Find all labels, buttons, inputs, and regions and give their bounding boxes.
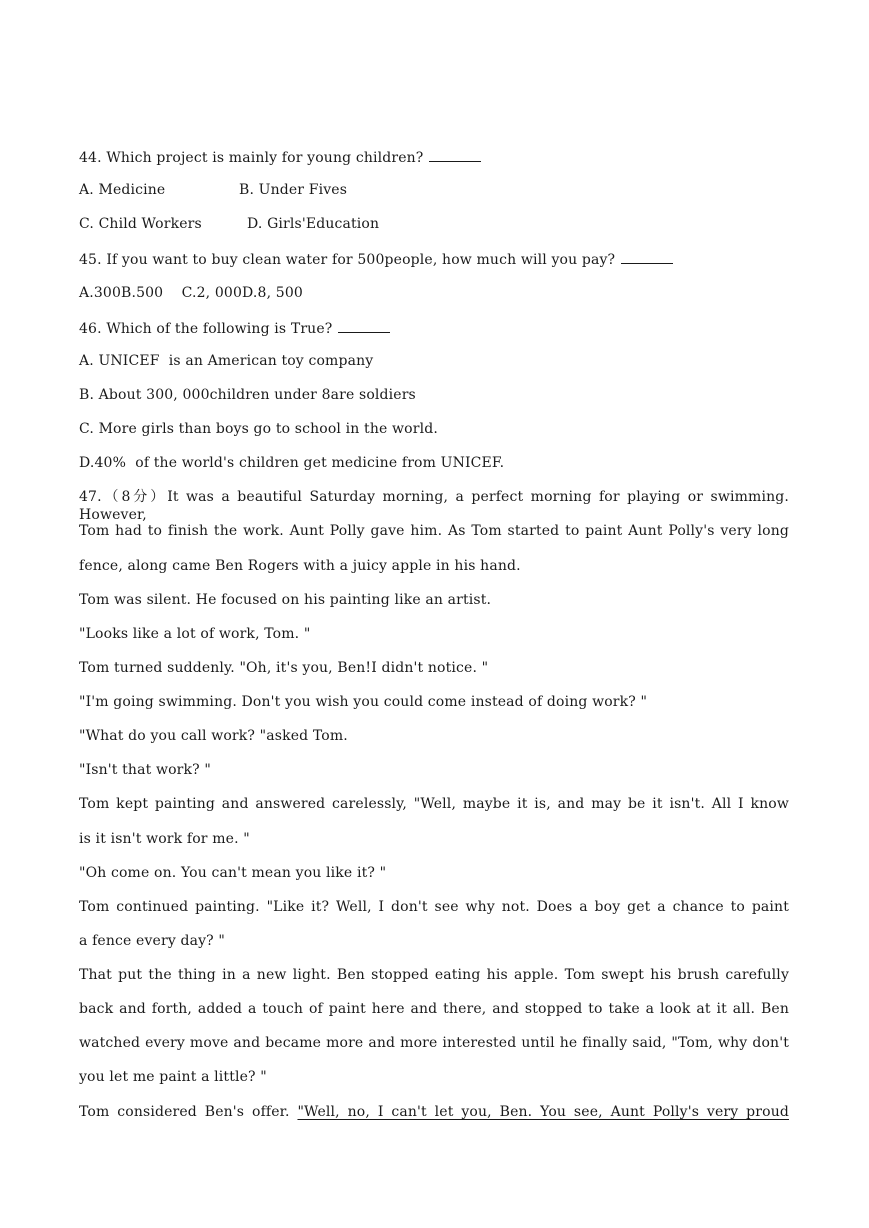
passage-line: is it isn't work for me. " [79, 831, 250, 847]
answer-blank-44[interactable] [429, 147, 481, 162]
passage-plain-text: Tom considered Ben's offer. [79, 1104, 298, 1120]
q46-option-d: D.40% of the world's children get medicine from UNICEF. [79, 455, 505, 471]
passage-line: watched every move and became more and more interested until he finally said, "Tom, why don't [79, 1035, 789, 1051]
passage-line: you let me paint a little? " [79, 1069, 267, 1085]
underlined-sentence: "Well, no, I can't let you, Ben. You see, Aunt Polly's very proud [297, 1104, 789, 1120]
passage-line-last [79, 1103, 789, 1121]
passage-line: "Oh come on. You can't mean you like it? " [79, 865, 387, 881]
q46-option-c: C. More girls than boys go to school in the world. [79, 421, 438, 437]
question-46-text: 46. Which of the following is True? [79, 321, 333, 337]
passage-line: Tom turned suddenly. "Oh, it's you, Ben!I didn't notice. " [79, 660, 489, 676]
passage-line: Tom kept painting and answered carelessly, "Well, maybe it is, and may be it isn't. All I know [79, 796, 789, 812]
passage-line: Tom was silent. He focused on his painting like an artist. [79, 592, 492, 608]
passage-line: 47.（8分）It was a beautiful Saturday morning, a perfect morning for playing or swimming. However, [79, 489, 789, 523]
passage-line: Tom had to finish the work. Aunt Polly gave him. As Tom started to paint Aunt Polly's very long [79, 523, 789, 539]
passage-line: That put the thing in a new light. Ben stopped eating his apple. Tom swept his brush carefully [79, 967, 789, 983]
passage-line: Tom continued painting. "Like it? Well, I don't see why not. Does a boy get a chance to paint [79, 899, 789, 915]
passage-line: back and forth, added a touch of paint here and there, and stopped to take a look at it all. Ben [79, 1001, 789, 1017]
passage-line: "What do you call work? "asked Tom. [79, 728, 348, 744]
passage-line: a fence every day? " [79, 933, 226, 949]
answer-blank-46[interactable] [338, 318, 390, 333]
passage-line: "Looks like a lot of work, Tom. " [79, 626, 311, 642]
q44-option-c: C. Child Workers [79, 216, 202, 232]
question-46 [79, 318, 390, 338]
q44-option-d: D. Girls'Education [247, 216, 380, 232]
passage-line: "I'm going swimming. Don't you wish you could come instead of doing work? " [79, 694, 648, 710]
answer-blank-45[interactable] [621, 249, 673, 264]
q44-option-a: A. Medicine [79, 182, 166, 198]
question-45 [79, 249, 673, 269]
question-44 [79, 147, 481, 167]
q44-option-b: B. Under Fives [239, 182, 348, 198]
q46-option-b: B. About 300, 000children under 8are soldiers [79, 387, 416, 403]
q45-options: A.300B.500 C.2, 000D.8, 500 [79, 285, 303, 301]
q46-option-a: A. UNICEF is an American toy company [79, 353, 374, 369]
passage-line: "Isn't that work? " [79, 762, 211, 778]
question-45-text: 45. If you want to buy clean water for 500people, how much will you pay? [79, 252, 616, 268]
passage-line: fence, along came Ben Rogers with a juicy apple in his hand. [79, 558, 521, 574]
question-44-text: 44. Which project is mainly for young children? [79, 150, 424, 166]
